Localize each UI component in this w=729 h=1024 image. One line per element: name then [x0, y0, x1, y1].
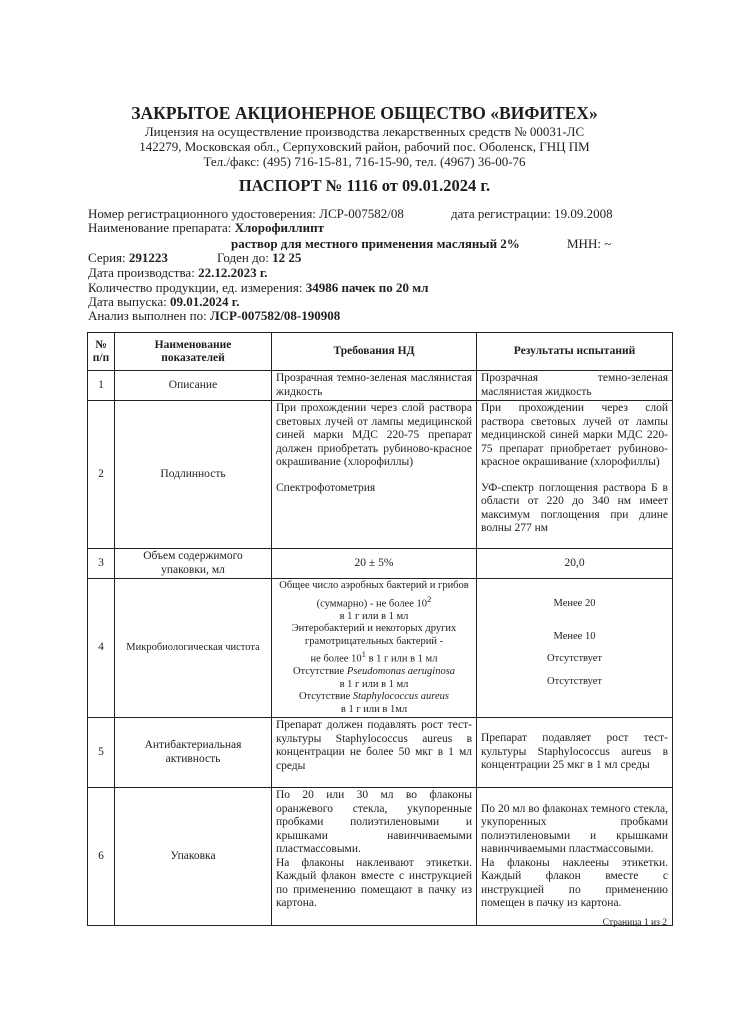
- release-value: 09.01.2024 г.: [170, 294, 240, 309]
- req-line: Энтеробактерий и некоторых других грамотрицательных бактерий -: [291, 623, 457, 647]
- prod-date-label: Дата производства:: [88, 265, 195, 280]
- table-row: [88, 788, 673, 926]
- organism-name: Staphylococcus aureus: [352, 691, 450, 702]
- row-req: [272, 579, 477, 718]
- req-exponent: 2: [427, 593, 432, 604]
- expiry-row: [217, 250, 301, 266]
- results-table: [87, 332, 673, 926]
- row-res: [477, 788, 673, 926]
- analysis-value: ЛСР-007582/08-190908: [209, 308, 341, 323]
- res-text: На флаконы наклеены этикетки. Каждый флакон вместе с инструкцией по применению помещен в пачку из картона.: [481, 856, 668, 909]
- analysis-row: [88, 308, 340, 324]
- series-label: Серия:: [88, 250, 126, 265]
- address-line: 142279, Московская обл., Серпуховский район, рабочий пос. Оболенск, ГНЦ ПМ: [139, 139, 590, 154]
- inn: МНН: ~: [567, 236, 612, 251]
- res-line: Менее 20: [553, 598, 596, 609]
- req-text: По 20 или 30 мл во флаконы оранжевого стекла, укупоренные пробками полиэтиленовыми и крышками навинчиваемыми пластмассовыми.: [276, 789, 472, 855]
- row-res: Препарат подавляет рост тест-культуры Staphylococcus aureus в концентрации 25 мкг в 1 мл среды: [477, 718, 673, 788]
- quantity-value: 34986 пачек по 20 мл: [305, 280, 429, 295]
- prod-date-row: [88, 265, 268, 281]
- table-header-row: [88, 333, 673, 371]
- table-row: [88, 718, 673, 788]
- req-line: в 1 г или в 1 мл: [339, 678, 409, 690]
- res-line: Отсутствует: [547, 653, 602, 664]
- organism-name: Pseudomonas aeruginosa: [346, 666, 456, 677]
- res-text: При прохождении через слой раствора световых лучей от лампы медицинской синей марки МДС 220-75 препарат приобретает рубиново-красное окрашивание (хлорофиллы): [481, 402, 668, 468]
- row-res: [477, 401, 673, 549]
- row-req: [272, 401, 477, 549]
- row-req: Препарат должен подавлять рост тест-культуры Staphylococcus aureus в концентрации не более 50 мкг в 1 мл среды: [272, 718, 477, 788]
- row-res: Прозрачная темно-зеленая маслянистая жидкость: [477, 371, 673, 401]
- req-text: На флаконы наклеивают этикетки. Каждый флакон вместе с инструкцией по применению помещают в пачку из картона.: [276, 856, 472, 909]
- row-name: Описание: [115, 371, 272, 401]
- row-num: 4: [88, 579, 115, 718]
- series-value: 291223: [128, 250, 168, 265]
- req-line: Общее число аэробных бактерий и грибов (суммарно) - не более $10^2$: [279, 580, 469, 609]
- res-spectrum: УФ-спектр поглощения раствора Б в области от 220 до 340 нм имеет максимум поглощения при длине волны 277 нм: [481, 481, 668, 534]
- table-row: [88, 401, 673, 549]
- res-line: Отсутствует: [547, 675, 602, 687]
- req-line: не более $10^1$ в 1 г или в 1 мл: [310, 649, 438, 665]
- header-num-line2: п/п: [92, 351, 110, 364]
- row-name: Подлинность: [115, 401, 272, 549]
- expiry-label: Годен до:: [217, 250, 269, 265]
- row-req: Прозрачная темно-зеленая маслянистая жидкость: [272, 371, 477, 401]
- row-num: 1: [88, 371, 115, 401]
- header-name-line1: Наименование: [154, 338, 232, 351]
- header-num-line1: №: [95, 338, 107, 351]
- row-num: 2: [88, 401, 115, 549]
- table-row: [88, 371, 673, 401]
- table-row: [88, 579, 673, 718]
- req-line: Отсутствие Pseudomonas aeruginosa: [292, 666, 456, 677]
- header-num: [88, 333, 115, 371]
- row-name: Объем содержимого упаковки, мл: [115, 549, 272, 579]
- req-method: Спектрофотометрия: [276, 481, 376, 494]
- row-num: 5: [88, 718, 115, 788]
- row-num: 6: [88, 788, 115, 926]
- quantity-label: Количество продукции, ед. измерения:: [88, 280, 303, 295]
- header-name: [115, 333, 272, 371]
- req-line: в 1 г или в 1мл: [340, 703, 408, 715]
- drug-form: раствор для местного применения масляный 2%: [231, 236, 520, 251]
- prod-date-value: 22.12.2023 г.: [198, 265, 268, 280]
- passport-title: ПАСПОРТ № 1116 от 09.01.2024 г.: [238, 176, 491, 195]
- drug-name-row: [88, 220, 324, 236]
- req-text: При прохождении через слой раствора световых лучей от лампы медицинской синей марки МДС 220-75 препарат должен приобретать рубиново-красное окрашивание (хлорофиллы): [276, 402, 472, 468]
- drug-name: Хлорофиллипт: [234, 220, 324, 235]
- res-line: Менее 10: [553, 630, 596, 642]
- row-res: 20,0: [477, 549, 673, 579]
- reg-date: дата регистрации: 19.09.2008: [451, 206, 613, 221]
- expiry-value: 12 25: [272, 250, 302, 265]
- row-req: 20 ± 5%: [272, 549, 477, 579]
- header-name-line2: показателей: [161, 351, 225, 364]
- res-text: По 20 мл во флаконах темного стекла, укупоренных пробками полиэтиленовыми и крышками навинчиваемыми пластмассовыми.: [481, 802, 668, 855]
- release-label: Дата выпуска:: [88, 294, 167, 309]
- req-line: Отсутствие Staphylococcus aureus: [298, 691, 450, 702]
- series-row: [88, 250, 168, 266]
- table-row: [88, 549, 673, 579]
- header-req: Требования НД: [272, 333, 477, 371]
- row-name: Упаковка: [115, 788, 272, 926]
- req-exponent: 1: [361, 649, 366, 659]
- reg-number: Номер регистрационного удостоверения: ЛСР-007582/08: [88, 206, 404, 221]
- req-line: в 1 г или в 1 мл: [339, 610, 409, 622]
- row-name: Микробиологическая чистота: [115, 579, 272, 718]
- row-req: [272, 788, 477, 926]
- company-name: ЗАКРЫТОЕ АКЦИОНЕРНОЕ ОБЩЕСТВО «ВИФИТЕХ»: [131, 103, 598, 123]
- row-res: [477, 579, 673, 718]
- analysis-label: Анализ выполнен по:: [88, 308, 207, 323]
- header-res: Результаты испытаний: [477, 333, 673, 371]
- license-line: Лицензия на осуществление производства лекарственных средств № 00031-ЛС: [144, 124, 585, 139]
- row-name: Антибактериальная активность: [115, 718, 272, 788]
- phone-line: Тел./факс: (495) 716-15-81, 716-15-90, тел. (4967) 36-00-76: [203, 154, 526, 169]
- page-number: Страница 1 из 2: [602, 918, 667, 928]
- drug-label: Наименование препарата:: [88, 220, 232, 235]
- row-num: 3: [88, 549, 115, 579]
